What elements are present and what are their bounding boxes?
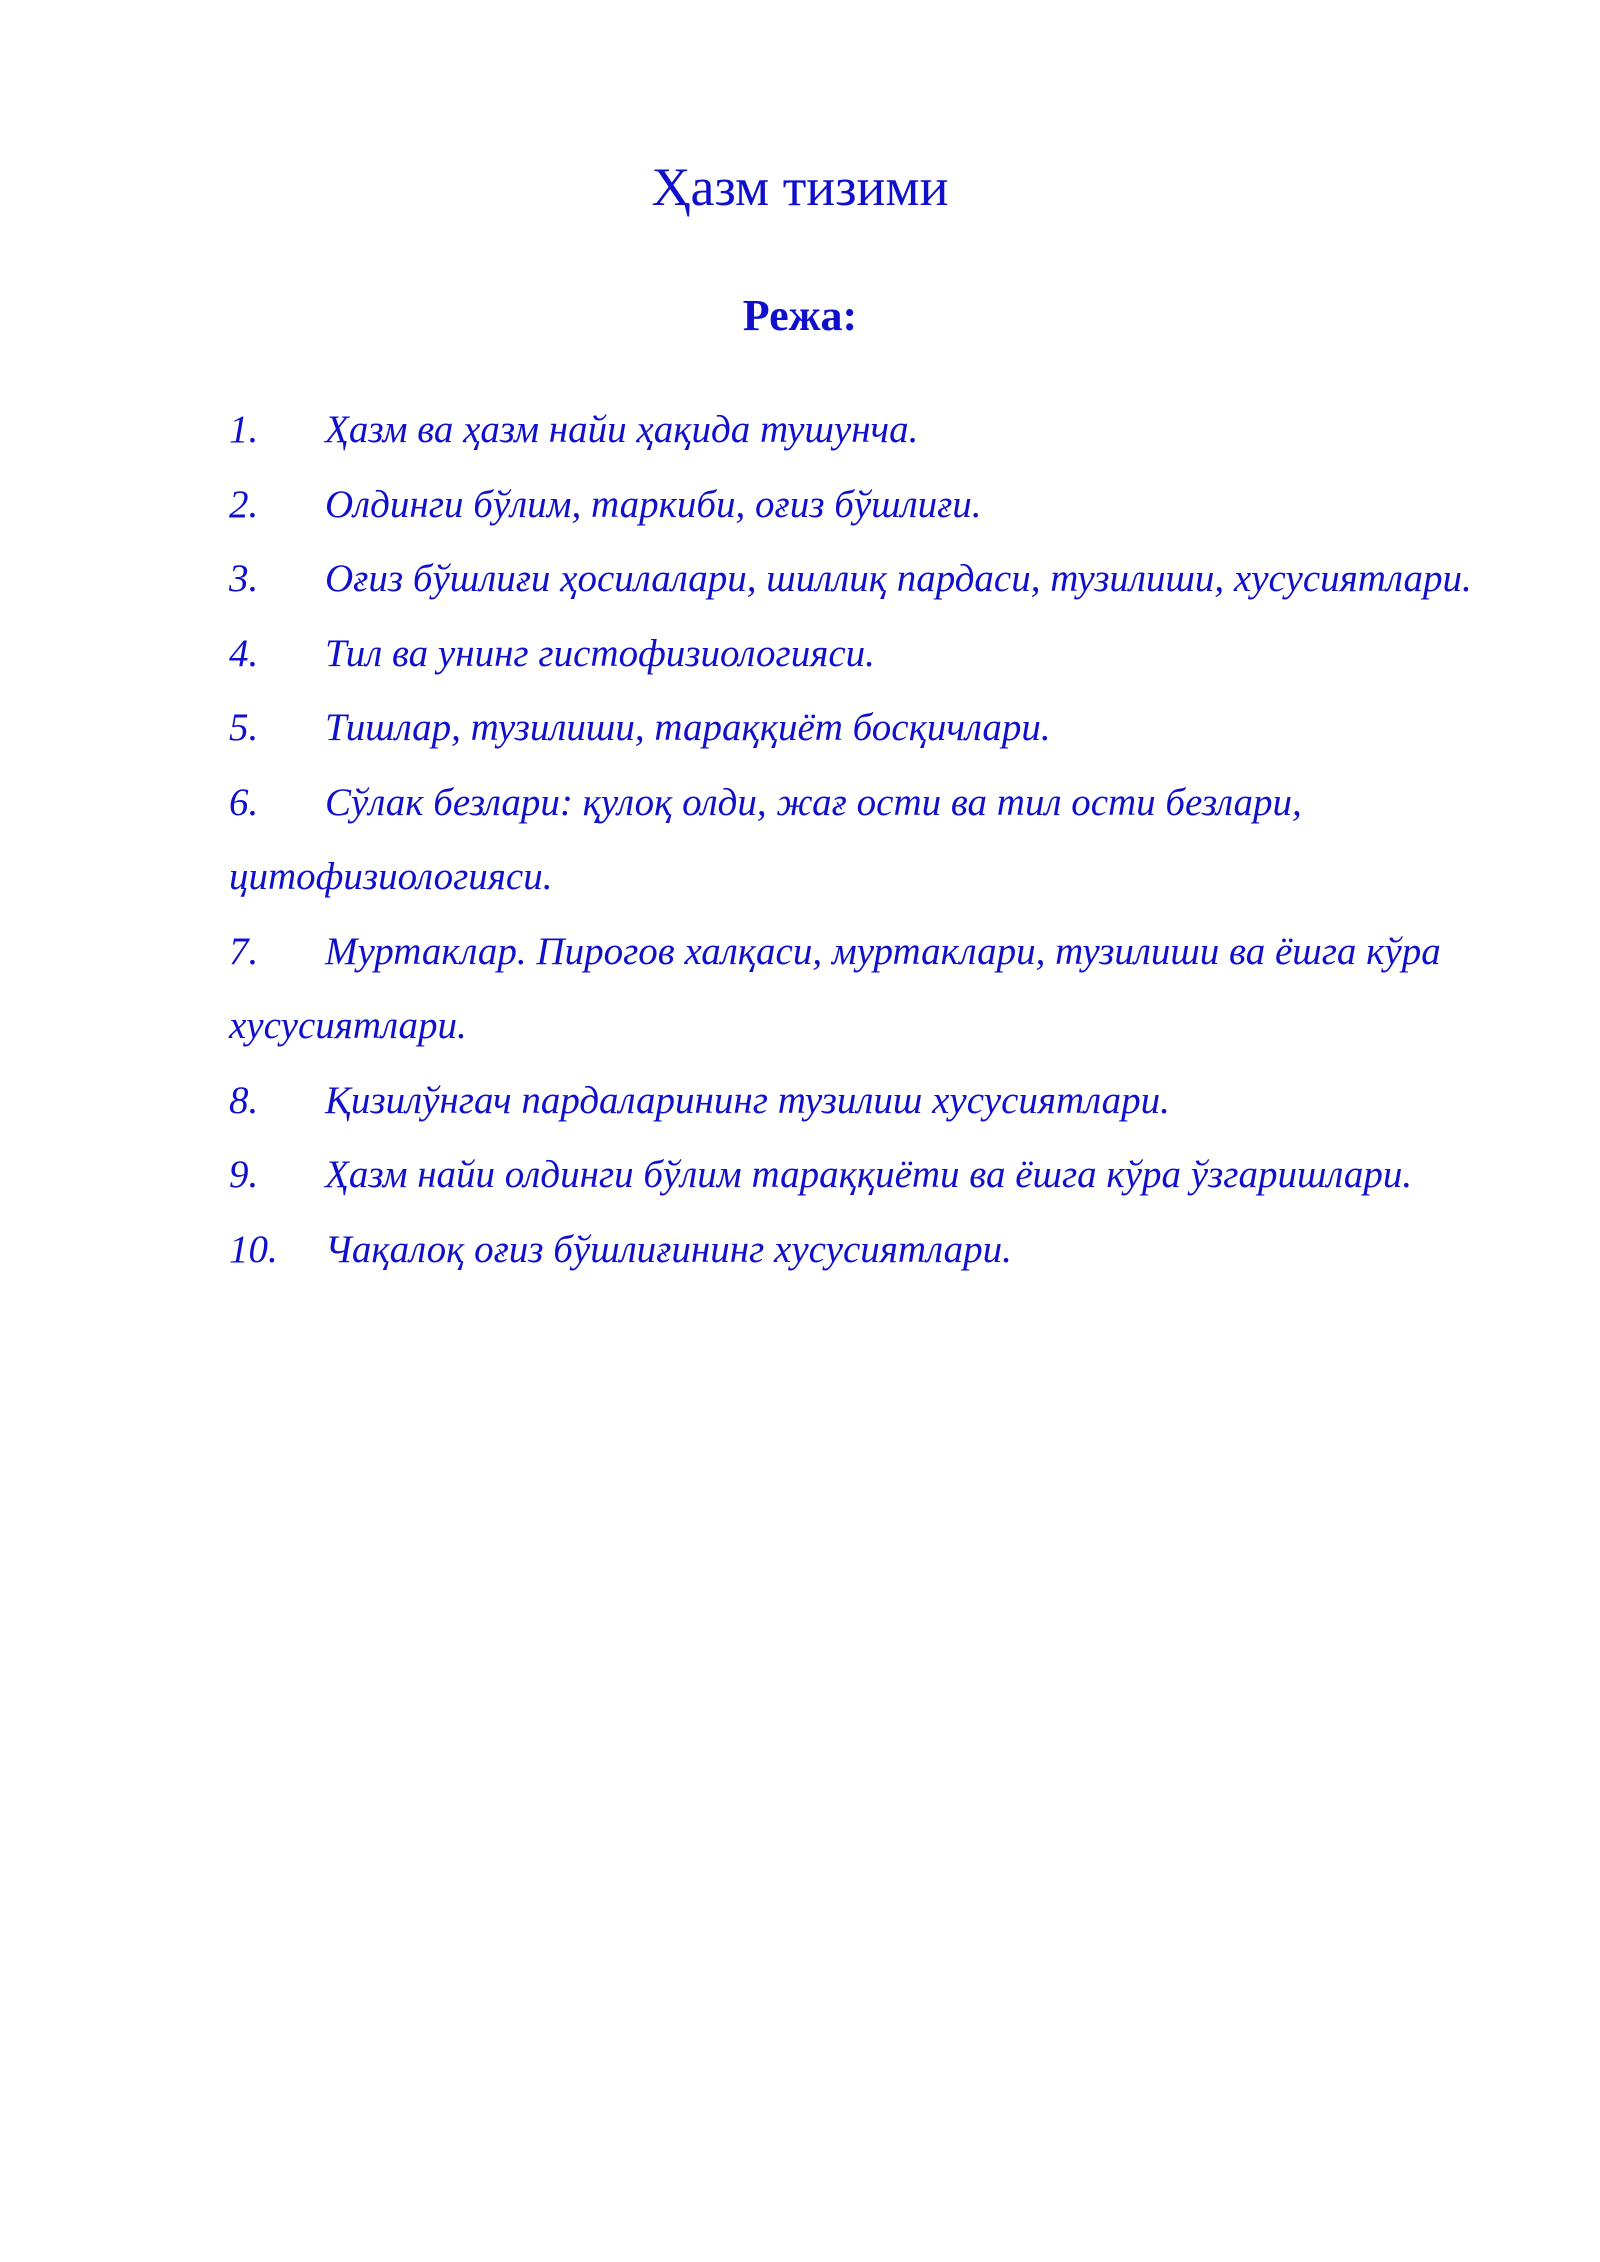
list-item-text: Ҳазм ва ҳазм найи ҳақида тушунча. <box>325 408 919 451</box>
list-item <box>229 617 1479 692</box>
list-item-number: 5. <box>229 706 259 749</box>
list-item <box>229 915 1479 1064</box>
list-item-text: Муртаклар. Пирогов халқаси, муртаклари, тузилиши ва ёшга кўра хусусиятлари. <box>229 929 1441 1047</box>
list-item-number: 4. <box>229 631 259 675</box>
list-item-number: 2. <box>229 482 259 526</box>
list-item-text: Тил ва унинг гистофизиологияси. <box>325 631 875 675</box>
list-item <box>229 1064 1479 1139</box>
list-item-number: 10. <box>229 1227 278 1271</box>
list-item <box>229 468 1479 543</box>
list-item-number: 6. <box>229 780 259 824</box>
list-item-text: Олдинги бўлим, таркиби, оғиз бўшлиғи. <box>325 482 982 526</box>
list-item <box>229 1213 1479 1288</box>
page-title: Ҳазм тизими <box>651 157 949 217</box>
list-item <box>229 691 1479 766</box>
list-item-text: Тишлар, тузилиши, тараққиёт босқичлари. <box>325 706 1051 749</box>
list-item <box>229 766 1479 915</box>
plan-heading: Режа: <box>742 291 858 340</box>
list-item-text: Ҳазм найи олдинги бўлим тараққиёти ва ёшга кўра ўзгаришлари. <box>325 1153 1413 1196</box>
list-item <box>229 1138 1479 1213</box>
list-item-text: Оғиз бўшлиғи ҳосилалари, шиллиқ пардаси, тузилиши, хусусиятлари. <box>325 557 1472 600</box>
list-item-number: 3. <box>229 557 259 600</box>
list-item-text: Сўлак безлари: қулоқ олди, жағ ости ва тил ости безлари, цитофизиологияси. <box>229 780 1302 898</box>
list-item <box>229 393 1479 468</box>
list-item-number: 9. <box>229 1153 259 1196</box>
list-item-text: Чақалоқ оғиз бўшлиғининг хусусиятлари. <box>325 1227 1012 1271</box>
plan-list <box>229 393 1479 1287</box>
list-item-number: 7. <box>229 929 259 973</box>
list-item <box>229 542 1479 617</box>
list-item-number: 1. <box>229 408 259 451</box>
list-item-text: Қизилўнгач пардаларининг тузилиш хусусиятлари. <box>325 1078 1170 1122</box>
list-item-number: 8. <box>229 1078 259 1122</box>
